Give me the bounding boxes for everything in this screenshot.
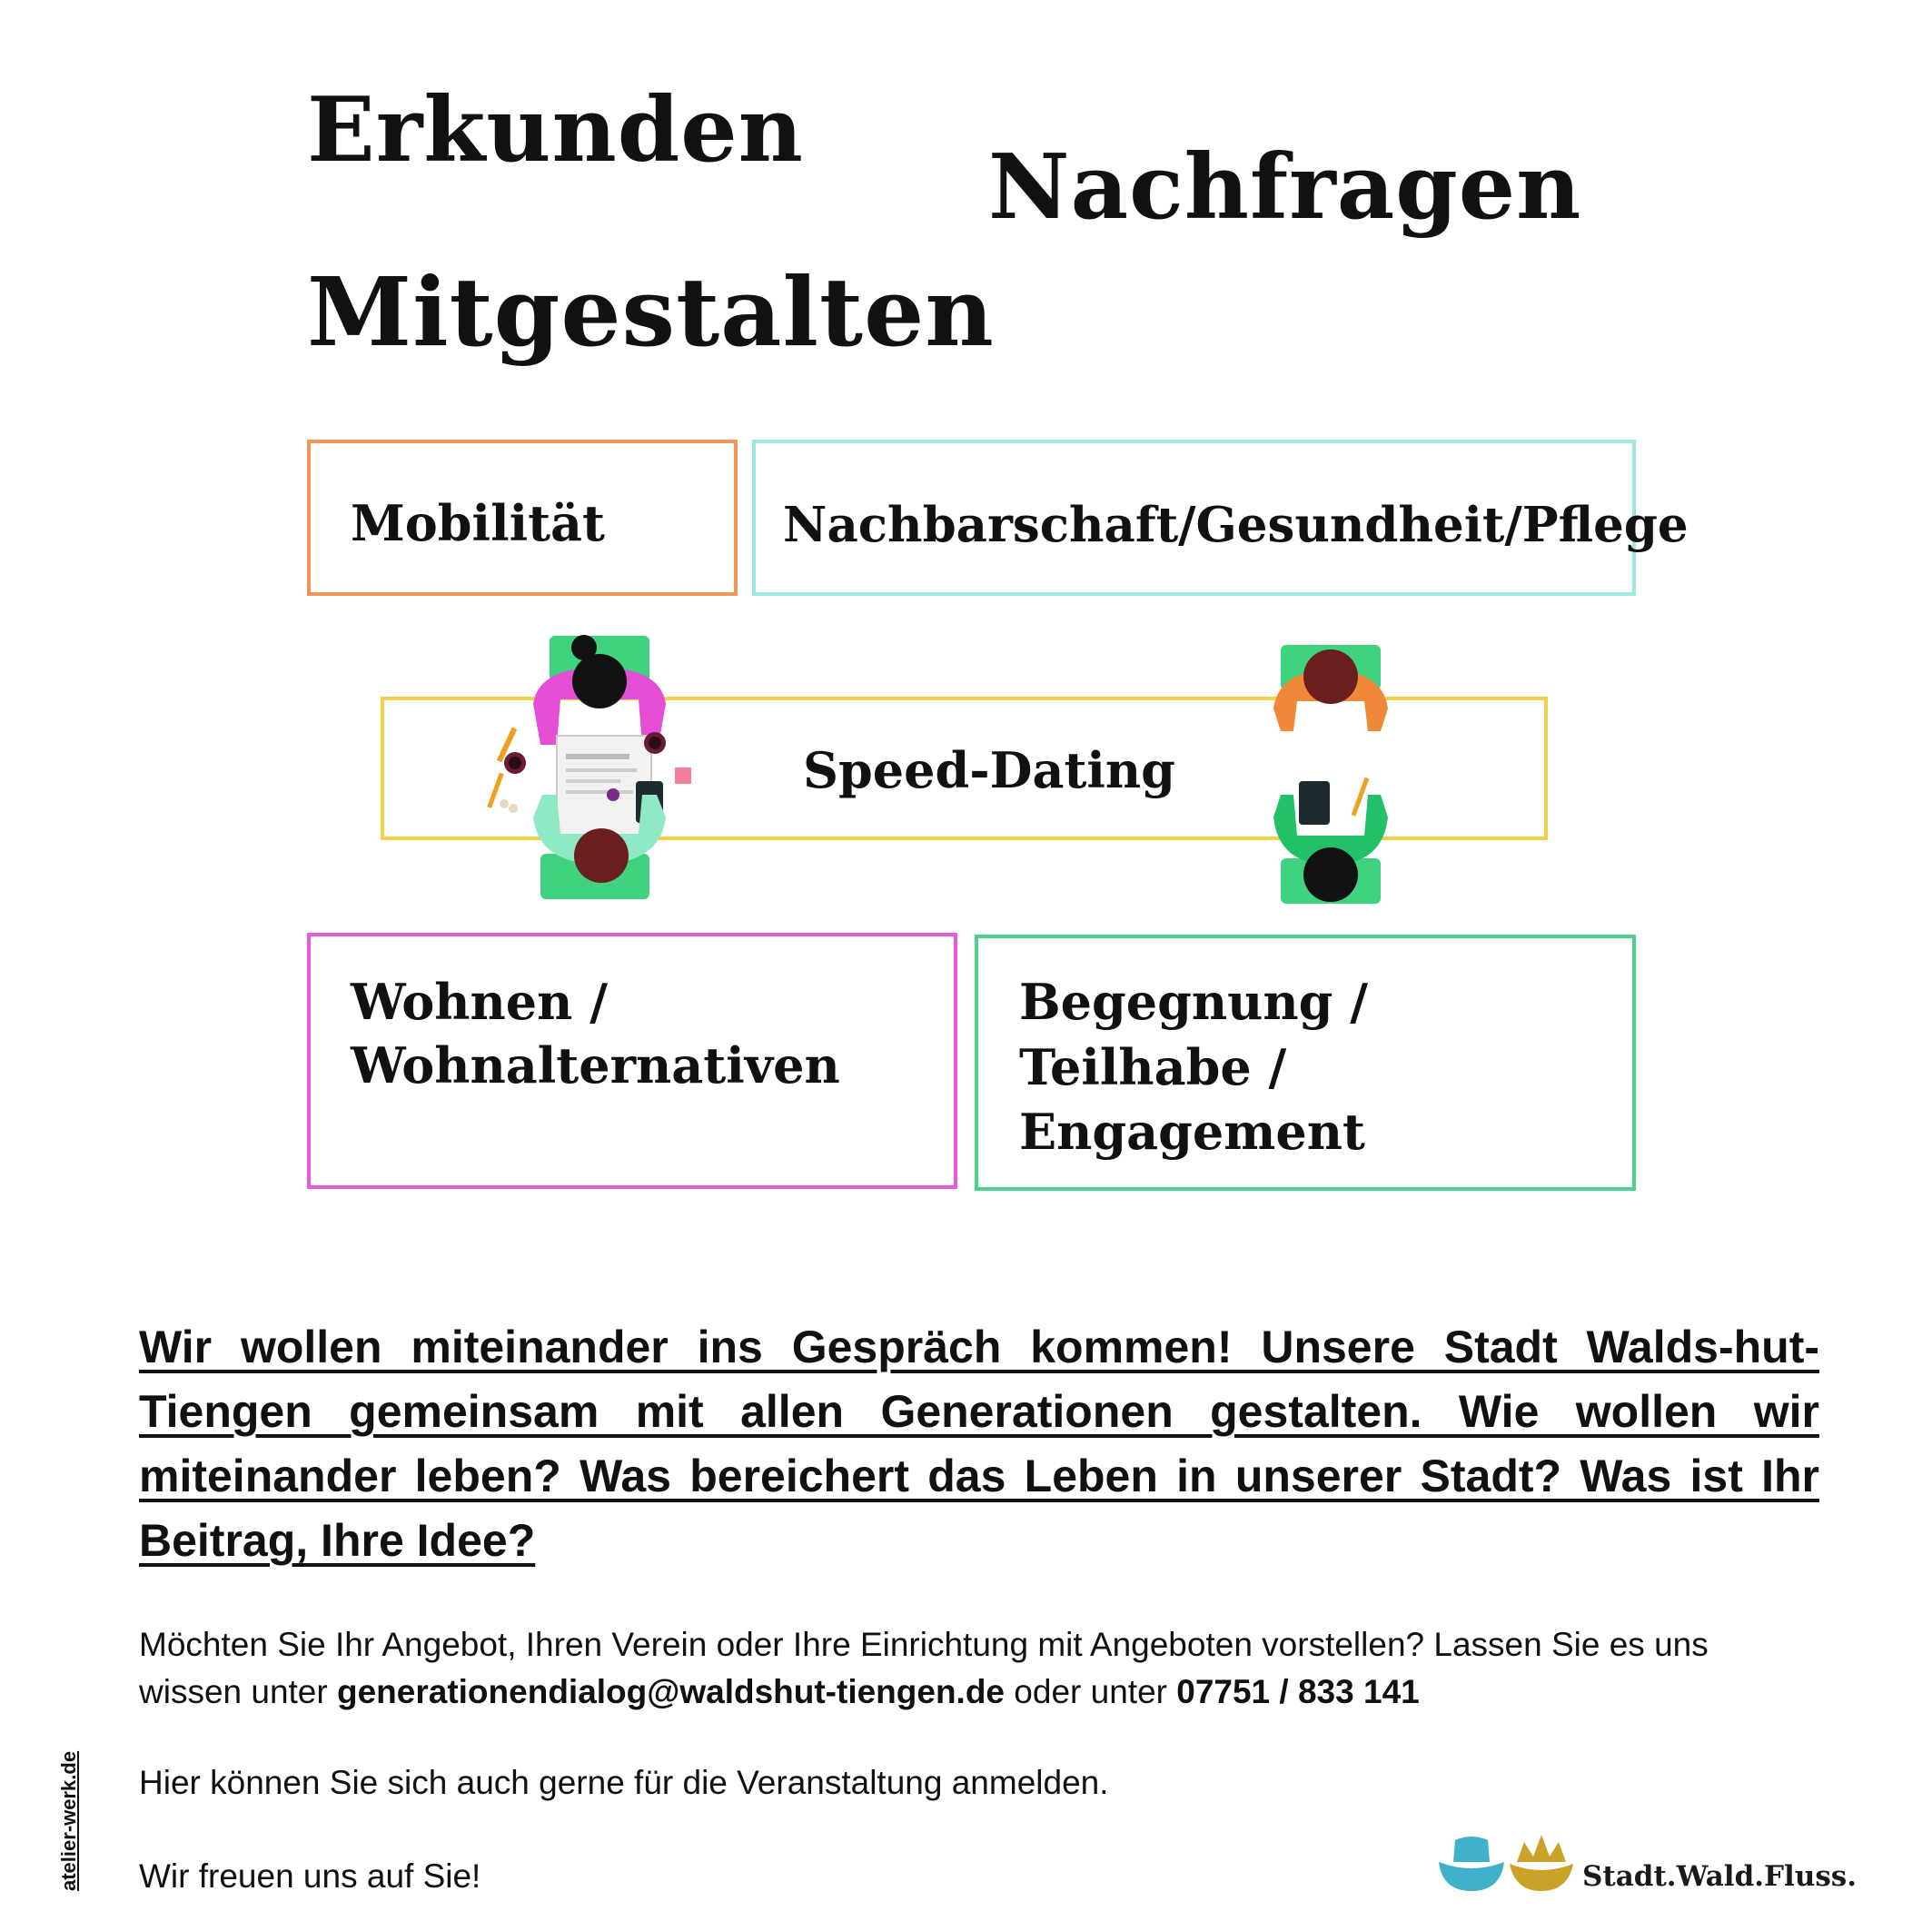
meeting-table-illustration-right [1263,627,1399,908]
topic-label-begegnung-line2: Teilhabe / [1019,1038,1287,1096]
topic-label-begegnung-line1: Begegnung / [1019,973,1368,1031]
topic-label-wohnen-line1: Wohnen / [351,973,608,1031]
topic-label-mobilitaet: Mobilität [351,494,605,552]
contact-intro: Möchten Sie Ihr Angebot, Ihren Verein oder Ihre Einrichtung mit Angeboten vorstellen? Lassen Sie es uns wissen unter [139,1626,1709,1710]
topic-box-mobilitaet [307,440,738,596]
contact-phone: 07751 / 833 141 [1176,1673,1420,1710]
topic-box-wohnen [307,933,957,1189]
hat-icon [1437,1835,1506,1895]
topic-label-wohnen-line2: Wohnalternativen [351,1036,840,1094]
heading-erkunden: Erkunden [307,78,804,183]
heading-nachfragen: Nachfragen [988,135,1582,240]
register-text: Hier können Sie sich auch gerne für die Veranstaltung anmelden. [139,1764,1109,1801]
topic-label-begegnung-line3: Engagement [1019,1103,1365,1161]
contact-middle: oder unter [1005,1673,1177,1710]
closing-text: Wir freuen uns auf Sie! [139,1857,481,1895]
crown-icon [1508,1833,1575,1895]
lead-paragraph: Wir wollen miteinander ins Gespräch kommen! Unsere Stadt Walds-hut-Tiengen gemeinsam mit allen Generationen gestalten. Wie wollen wir miteinander leben? Was bereichert das Leben in unserer Stadt? Was ist Ihr Beitrag, Ihre Idee? [139,1322,1819,1566]
heading-mitgestalten: Mitgestalten [307,256,995,368]
topic-box-begegnung [975,935,1636,1191]
topic-label-nachbarschaft: Nachbarschaft/Gesundheit/Pflege [783,497,1689,553]
contact-paragraph [139,1621,1819,1716]
credit-text: atelier-werk.de [57,1750,80,1891]
topic-label-speed-dating: Speed-Dating [803,741,1175,799]
logo-text: Stadt.Wald.Fluss. [1582,1860,1858,1893]
contact-email-link[interactable]: generationendialog@waldshut-tiengen.de [337,1673,1006,1710]
topic-box-nachbarschaft [752,440,1689,596]
meeting-table-illustration-left [477,618,713,908]
